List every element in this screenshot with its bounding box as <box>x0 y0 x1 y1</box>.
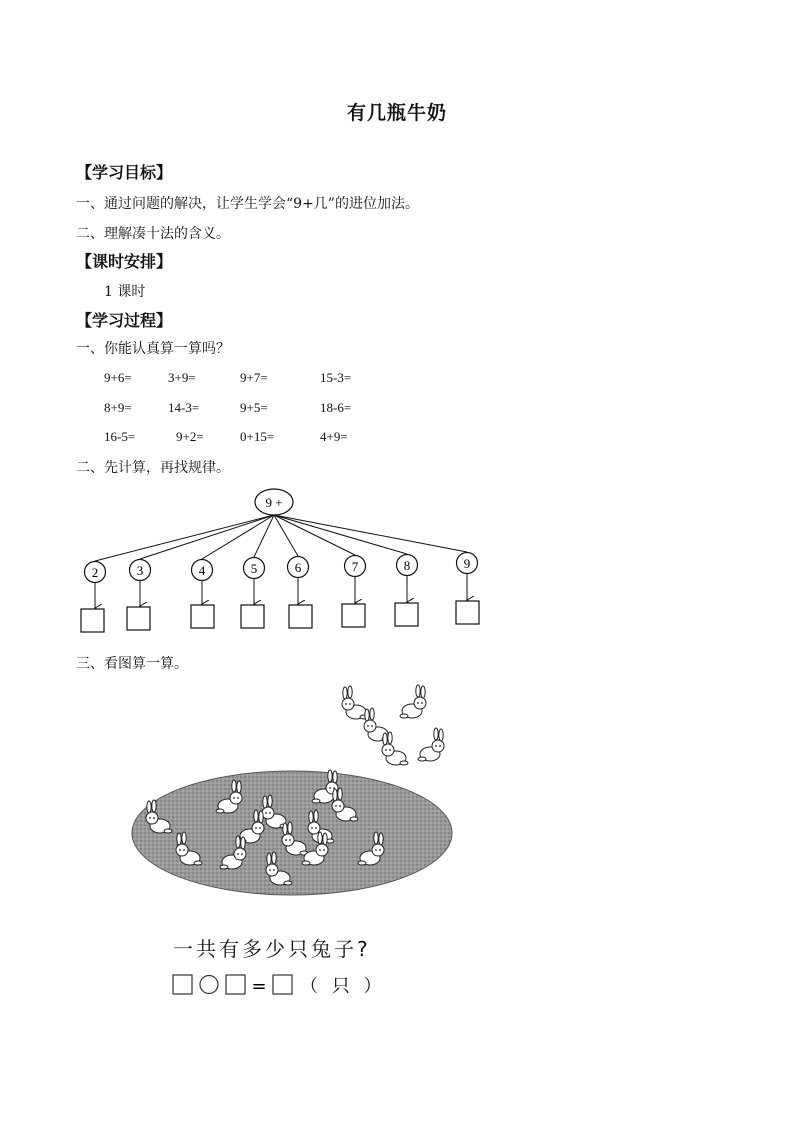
schedule-text: 1 课时 <box>104 284 146 300</box>
equation: 8+9= <box>104 400 132 415</box>
addend-label: 3 <box>136 563 144 578</box>
equation: 14-3= <box>168 400 200 415</box>
process-heading: 【学习过程】 <box>76 311 173 330</box>
objective-item-2: 二、理解凑十法的含义。 <box>76 226 230 242</box>
addend-label: 7 <box>351 559 359 574</box>
addend-label: 6 <box>294 560 302 575</box>
addend-label: 4 <box>198 563 206 578</box>
equation: 4+9= <box>320 429 348 444</box>
page-title: 有几瓶牛奶 <box>346 102 447 124</box>
section2-label: 二、先计算，再找规律。 <box>76 460 230 476</box>
objectives-heading: 【学习目标】 <box>76 163 173 182</box>
addend-label: 9 <box>463 556 471 571</box>
addend-label: 8 <box>403 558 411 573</box>
rabbit-question: 一共有多少只兔子? <box>173 937 371 961</box>
equation: 9+6= <box>104 370 132 385</box>
equation: 9+2= <box>176 429 204 444</box>
addend-label: 5 <box>250 561 258 576</box>
root-label: 9 + <box>265 495 283 510</box>
equals-sign: = <box>251 976 267 997</box>
addend-label: 2 <box>91 565 99 580</box>
schedule-heading: 【课时安排】 <box>76 252 173 271</box>
section1-label: 一、你能认真算一算吗？ <box>76 341 230 357</box>
equation: 15-3= <box>320 370 352 385</box>
answer-box[interactable] <box>173 975 192 994</box>
section3-label: 三、看图算一算。 <box>76 656 188 672</box>
equation: 3+9= <box>168 370 196 385</box>
equation: 18-6= <box>320 400 352 415</box>
objective-item-1: 一、通过问题的解决，让学生学会“9+几”的进位加法。 <box>76 196 419 212</box>
equation: 16-5= <box>104 429 136 444</box>
equation: 9+5= <box>240 400 268 415</box>
answer-box[interactable] <box>226 975 245 994</box>
result-box[interactable] <box>273 975 292 994</box>
equation: 0+15= <box>240 429 275 444</box>
operator-circle[interactable] <box>200 976 218 994</box>
equation: 9+7= <box>240 370 268 385</box>
answer-unit: （ 只 ） <box>300 976 386 997</box>
